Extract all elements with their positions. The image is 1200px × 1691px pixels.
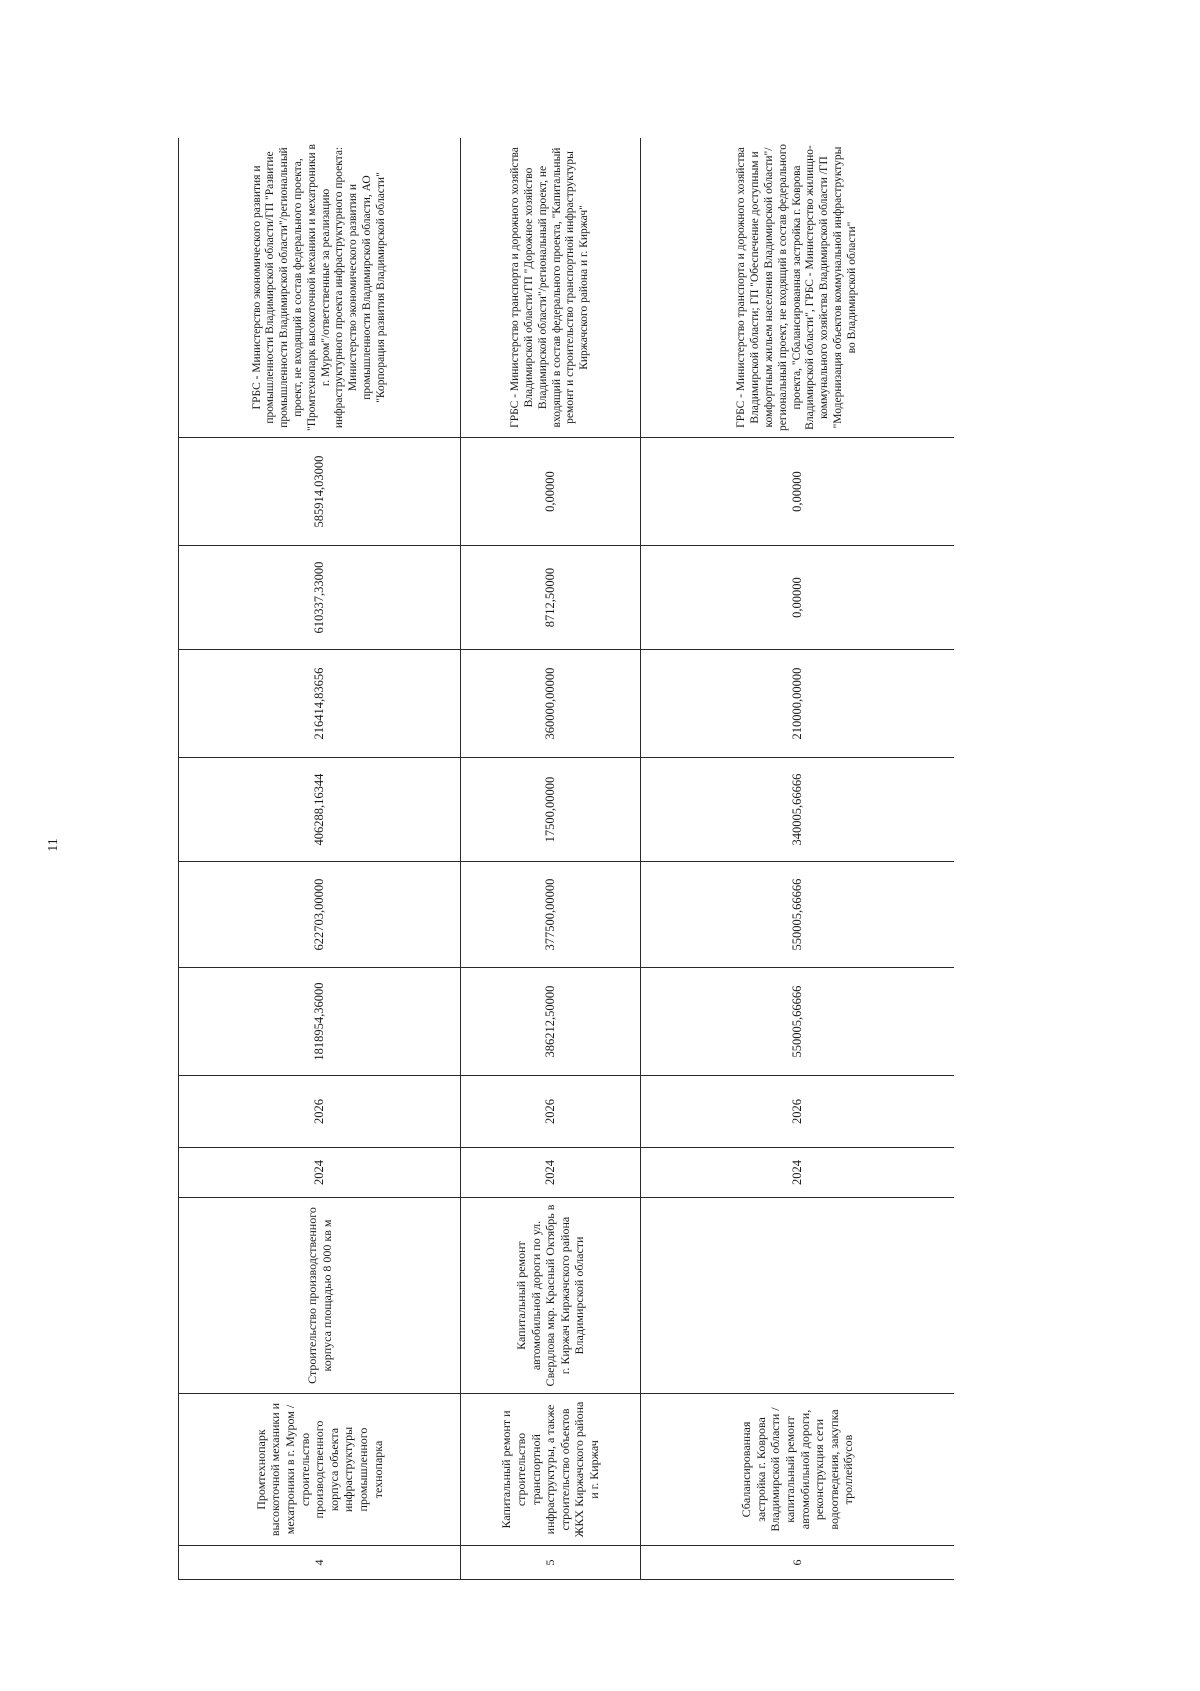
landscape-table-wrapper [178, 138, 954, 1580]
project-name-cell: Сбалансированная застройка г. Коврова Владимирской области / капитальный ремонт автомобильной дороги, реконструкция сети водоотведения, закупка троллейбусов [641, 1394, 955, 1546]
amount-cell: 622703,00000 [179, 862, 461, 968]
grbs-cell: ГРБС - Министерство экономического развития и промышленности Владимирской области/ГП "Развитие промышленности Владимирской области"/региональный проект, не входящий в состав федерального проекта, "Промтехнопарк высокоточной механики и мехатроники в г. Муром"/ответственные за реализацию инфраструктурного проекта инфраструктурного проекта: Министерство экономического развития и промышленности Владимирской области, АО "Корпорация развития Владимирской области" [179, 138, 461, 438]
end-year-cell: 2026 [461, 1076, 641, 1148]
total-amount-cell: 1818954,36000 [179, 968, 461, 1076]
project-result-cell: Капитальный ремонт автомобильной дороги по ул. Свердлова мкр. Красный Октябрь в г. Киржач Киржачского района Владимирской области [461, 1198, 641, 1394]
start-year-cell: 2024 [179, 1148, 461, 1198]
project-result-cell: Строительство производственного корпуса площадью 8 000 кв м [179, 1198, 461, 1394]
amount-cell: 377500,00000 [461, 862, 641, 968]
row-number: 6 [641, 1546, 955, 1580]
table-row [179, 138, 461, 1580]
rotated-table-container [178, 138, 954, 1580]
table-row [461, 138, 641, 1580]
grbs-cell: ГРБС - Министерство транспорта и дорожного хозяйства Владимирской области; ГП "Обеспечение доступным и комфортным жильем населения Владимирской области"/региональный проект, не входящий в состав федерального проекта, "Сбалансированная застройка г. Коврова Владимирской области", ГРБС - Министерство жилищно-коммунального хозяйства Владимирской области /ГП "Модернизация объектов коммунальной инфраструктуры во Владимирской области" [641, 138, 955, 438]
amount-cell: 216414,83656 [179, 650, 461, 758]
amount-cell: 210000,00000 [641, 650, 955, 758]
amount-cell: 17500,00000 [461, 758, 641, 862]
amount-cell: 8712,50000 [461, 546, 641, 650]
project-result-cell [641, 1198, 955, 1394]
row-number: 4 [179, 1546, 461, 1580]
amount-cell: 0,00000 [641, 546, 955, 650]
page-number: 11 [46, 838, 61, 852]
start-year-cell: 2024 [461, 1148, 641, 1198]
grbs-cell: ГРБС - Министерство транспорта и дорожного хозяйства Владимирской области/ГП "Дорожное хозяйство Владимирской области"/региональный проект, не входящий в состав федерального проекта, "Капитальный ремонт и строительство транспортной инфраструктуры Киржачского района и г. Киржач" [461, 138, 641, 438]
end-year-cell: 2026 [179, 1076, 461, 1148]
amount-cell: 610337,33000 [179, 546, 461, 650]
row-number: 5 [461, 1546, 641, 1580]
projects-table [178, 138, 954, 1580]
total-amount-cell: 550005,66666 [641, 968, 955, 1076]
amount-cell: 585914,03000 [179, 438, 461, 546]
amount-cell: 0,00000 [461, 438, 641, 546]
start-year-cell: 2024 [641, 1148, 955, 1198]
project-name-cell: Промтехнопарк высокоточной механики и мехатроники в г. Муром / строительство производственного корпуса объекта инфраструктуры промышленного технопарка [179, 1394, 461, 1546]
project-name-cell: Капитальный ремонт и строительство транспортной инфраструктуры, а также строительство объектов ЖКХ Киржачского района и г. Киржач [461, 1394, 641, 1546]
amount-cell: 406288,16344 [179, 758, 461, 862]
table-row [641, 138, 955, 1580]
end-year-cell: 2026 [641, 1076, 955, 1148]
amount-cell: 340005,66666 [641, 758, 955, 862]
amount-cell: 360000,00000 [461, 650, 641, 758]
amount-cell: 0,00000 [641, 438, 955, 546]
total-amount-cell: 386212,50000 [461, 968, 641, 1076]
amount-cell: 550005,66666 [641, 862, 955, 968]
